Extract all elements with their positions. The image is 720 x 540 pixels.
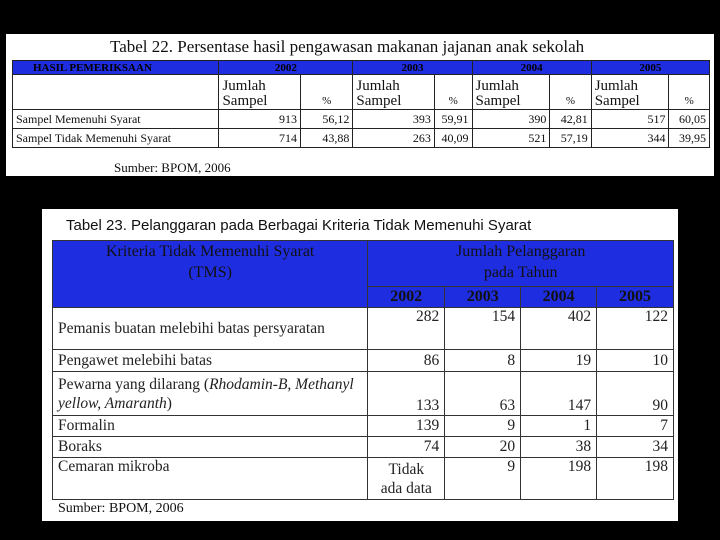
cell: 521 [472, 129, 550, 148]
jumlah-label: Jumlah [222, 78, 266, 94]
row-label: Formalin [53, 416, 368, 437]
sub-header-pct: % [669, 75, 710, 110]
jumlah-label: Jumlah [475, 78, 519, 94]
header-line: (TMS) [188, 264, 232, 281]
table-row [53, 308, 674, 350]
cell: 9 [445, 458, 521, 500]
header-line: Kriteria Tidak Memenuhi Syarat [105, 243, 315, 260]
year-header: 2005 [591, 61, 709, 75]
col-header-jumlah [368, 241, 674, 287]
table-23-panel [42, 209, 678, 521]
cell: 390 [472, 110, 550, 129]
cell: 57,19 [550, 129, 591, 148]
sub-header-jumlah [591, 75, 669, 110]
cell: 59,91 [434, 110, 472, 129]
row-label: Pengawet melebihi batas [53, 350, 368, 372]
row-label: Sampel Memenuhi Syarat [13, 110, 219, 129]
table-row [53, 350, 674, 372]
cell: 122 [597, 308, 674, 350]
table-22-panel [6, 34, 714, 176]
header-line: Jumlah Pelanggaran [456, 243, 586, 260]
label-part: ) [166, 394, 172, 412]
cell: 913 [219, 110, 300, 129]
cell: 133 [368, 372, 445, 416]
sub-header-jumlah [219, 75, 300, 110]
cell: 43,88 [300, 129, 352, 148]
empty-cell [13, 75, 219, 110]
cell: 34 [597, 437, 674, 458]
label-part-italic: Rhodamin-B, Methanyl yellow, Amaranth [58, 375, 354, 412]
year-header: 2004 [472, 61, 591, 75]
cell: 63 [445, 372, 521, 416]
sub-header-jumlah [353, 75, 434, 110]
cell: 40,09 [434, 129, 472, 148]
cell: 38 [521, 437, 597, 458]
cell: 154 [445, 308, 521, 350]
table-22 [12, 60, 710, 148]
jumlah-label: Jumlah [356, 78, 400, 94]
table-23-source: Sumber: BPOM, 2006 [58, 501, 184, 516]
table-23 [52, 240, 674, 500]
sampel-label: Sampel [222, 93, 268, 109]
year-header: 2004 [521, 287, 597, 308]
label-part: Pewarna yang dilarang ( [58, 375, 210, 393]
cell: 42,81 [550, 110, 591, 129]
cell: 19 [521, 350, 597, 372]
cell: 8 [445, 350, 521, 372]
table-row [53, 458, 674, 500]
sub-header-pct: % [434, 75, 472, 110]
year-header: 2002 [219, 61, 353, 75]
cell: 517 [591, 110, 669, 129]
cell: 344 [591, 129, 669, 148]
cell: 282 [368, 308, 445, 350]
table-22-source: Sumber: BPOM, 2006 [114, 160, 231, 175]
table-row [13, 110, 710, 129]
row-label: Cemaran mikroba [53, 458, 368, 500]
cell: 393 [353, 110, 434, 129]
sub-header-pct: % [550, 75, 591, 110]
row-label: Pemanis buatan melebihi batas persyaratan [53, 308, 368, 350]
table-row [13, 129, 710, 148]
cell: 56,12 [300, 110, 352, 129]
table-23-title: Tabel 23. Pelanggaran pada Berbagai Kriteria Tidak Memenuhi Syarat [66, 217, 532, 234]
cell: 86 [368, 350, 445, 372]
sampel-label: Sampel [475, 93, 521, 109]
table-row [53, 416, 674, 437]
cell: 9 [445, 416, 521, 437]
cell: Tidak ada data [368, 458, 445, 500]
year-header: 2002 [368, 287, 445, 308]
cell: 198 [597, 458, 674, 500]
table-row [53, 372, 674, 416]
cell: 263 [353, 129, 434, 148]
cell: 7 [597, 416, 674, 437]
cell: 39,95 [669, 129, 710, 148]
cell: 147 [521, 372, 597, 416]
table-22-title: Tabel 22. Persentase hasil pengawasan makanan jajanan anak sekolah [110, 37, 585, 56]
col-header-hasil: HASIL PEMERIKSAAN [13, 61, 219, 75]
cell: 139 [368, 416, 445, 437]
row-label: Boraks [53, 437, 368, 458]
sampel-label: Sampel [356, 93, 402, 109]
year-header: 2005 [597, 287, 674, 308]
sub-header-jumlah [472, 75, 550, 110]
row-label [53, 372, 368, 416]
cell: 60,05 [669, 110, 710, 129]
sampel-label: Sampel [594, 93, 640, 109]
year-header: 2003 [445, 287, 521, 308]
cell: 198 [521, 458, 597, 500]
table-row [53, 437, 674, 458]
cell: 20 [445, 437, 521, 458]
sub-header-pct: % [300, 75, 352, 110]
jumlah-label: Jumlah [594, 78, 639, 94]
cell: 74 [368, 437, 445, 458]
cell: 10 [597, 350, 674, 372]
col-header-kriteria [53, 241, 368, 308]
cell: 1 [521, 416, 597, 437]
cell: 714 [219, 129, 300, 148]
year-header: 2003 [353, 61, 472, 75]
row-label: Sampel Tidak Memenuhi Syarat [13, 129, 219, 148]
cell: 402 [521, 308, 597, 350]
cell: 90 [597, 372, 674, 416]
header-line: pada Tahun [483, 264, 558, 281]
